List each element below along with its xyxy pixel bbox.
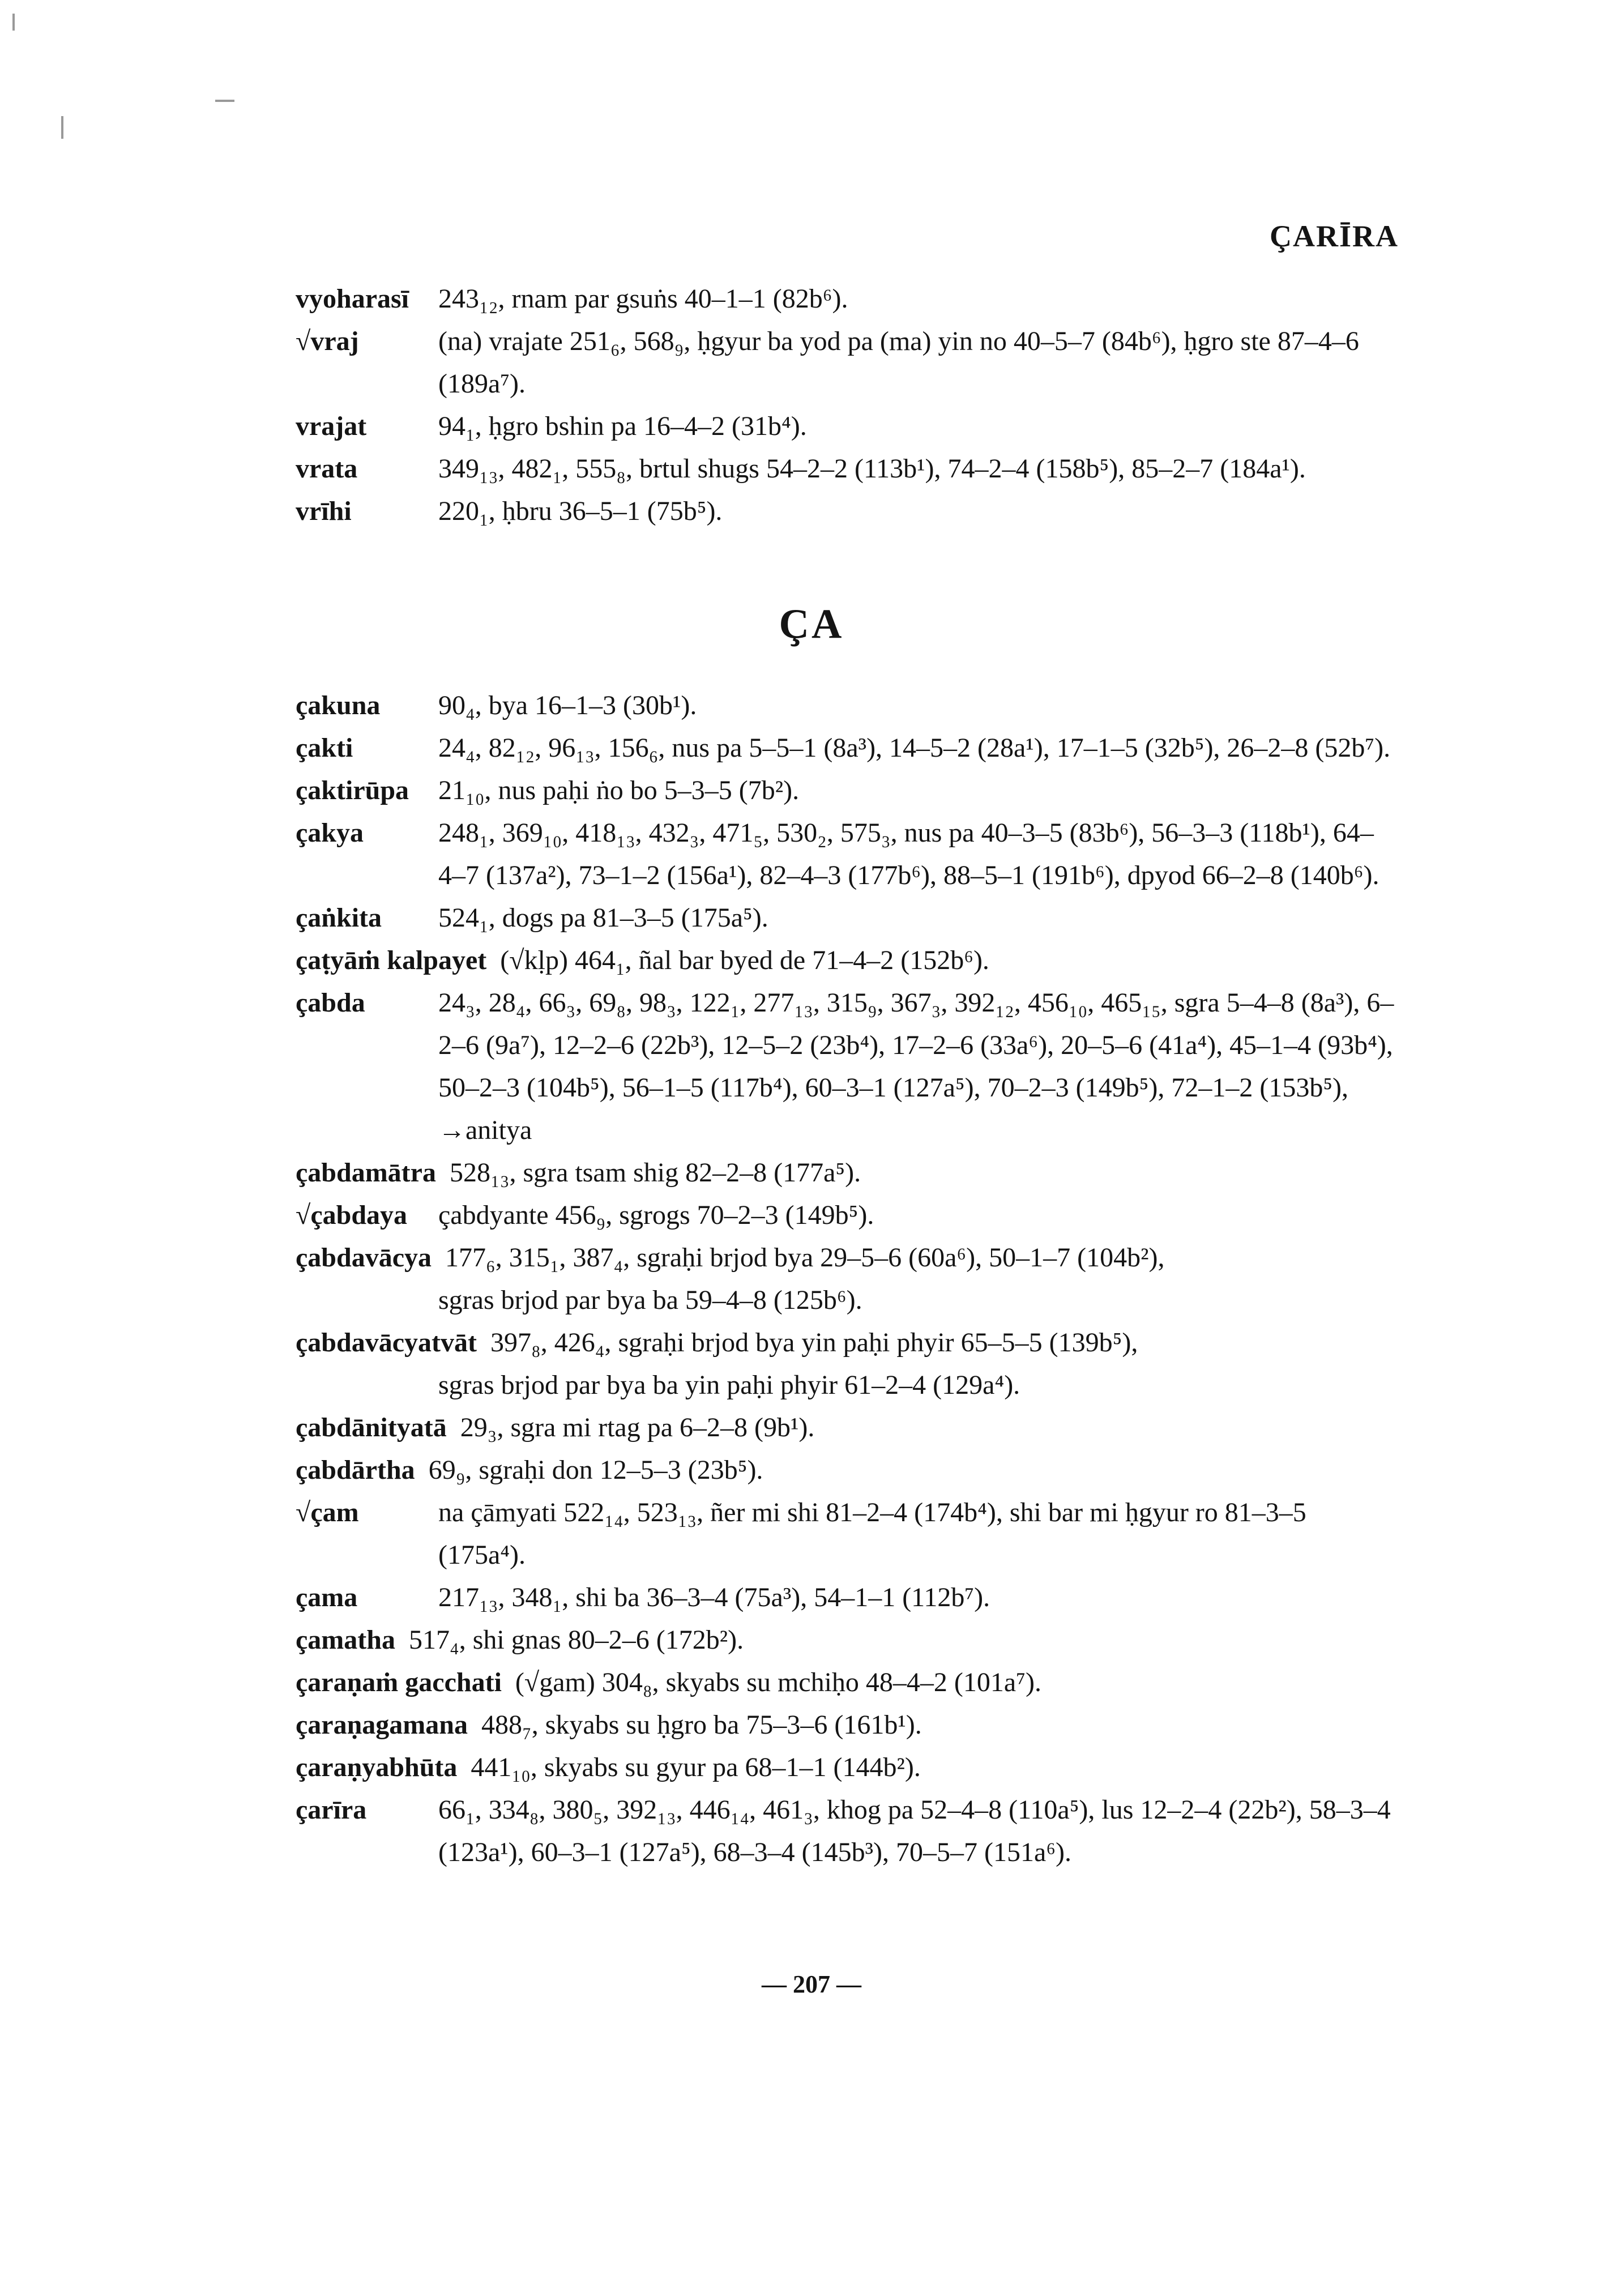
headword: çakuna bbox=[296, 690, 381, 720]
headword: çabdānityatā bbox=[296, 1412, 447, 1443]
entry-continuation: sgras brjod par bya ba 59–4–8 (125b⁶). bbox=[438, 1285, 862, 1315]
scan-speck bbox=[12, 14, 15, 31]
headword: vrata bbox=[296, 454, 358, 484]
entry-body: 349₁₃, 482₁, 555₈, brtul shugs 54–2–2 (113b¹), 74–2–4 (158b⁵), 85–2–7 (184a¹). bbox=[438, 454, 1306, 484]
headword: vyoharasī bbox=[296, 284, 409, 314]
entry-body: 217₁₃, 348₁, shi ba 36–3–4 (75a³), 54–1–1 (112b⁷). bbox=[438, 1582, 990, 1612]
entry-body: (√gam) 304₈, skyabs su mchiḥo 48–4–2 (101a⁷). bbox=[515, 1667, 1041, 1697]
headword: çabda bbox=[296, 988, 365, 1018]
headword: çaraṇaṁ gacchati bbox=[296, 1667, 502, 1697]
headword: çabdavācya bbox=[296, 1243, 432, 1273]
entry-body: 441₁₀, skyabs su gyur pa 68–1–1 (144b²). bbox=[471, 1752, 921, 1782]
headword: √çam bbox=[296, 1497, 359, 1527]
headword: vrīhi bbox=[296, 496, 352, 526]
headword: çakya bbox=[296, 818, 364, 848]
entry-body: 94₁, ḥgro bshin pa 16–4–2 (31b⁴). bbox=[438, 411, 807, 441]
entry-continuation: sgras brjod par bya ba yin paḥi phyir 61–2–4 (129a⁴). bbox=[438, 1370, 1020, 1400]
entry-body: (na) vrajate 251₆, 568₉, ḥgyur ba yod pa (ma) yin no 40–5–7 (84b⁶), ḥgro ste 87–4–6 (189a⁷). bbox=[438, 326, 1359, 399]
entry bbox=[296, 1746, 1400, 1789]
headword: √çabdaya bbox=[296, 1200, 408, 1230]
entry-body: 69₉, sgraḥi don 12–5–3 (23b⁵). bbox=[428, 1455, 763, 1485]
entry-body: 29₃, sgra mi rtag pa 6–2–8 (9b¹). bbox=[460, 1412, 815, 1443]
entry bbox=[296, 939, 1400, 981]
headword: çabdavācyatvāt bbox=[296, 1328, 477, 1358]
entry bbox=[296, 727, 1400, 769]
entry bbox=[296, 1236, 1400, 1321]
headword: √vraj bbox=[296, 326, 359, 356]
headword: çaṭyāṁ kalpayet bbox=[296, 945, 487, 975]
headword: çaraṇagamana bbox=[296, 1710, 468, 1740]
entry-body: 528₁₃, sgra tsam shig 82–2–8 (177a⁵). bbox=[449, 1158, 861, 1188]
headword: çarīra bbox=[296, 1795, 367, 1825]
entry-body: 488₇, skyabs su ḥgro ba 75–3–6 (161b¹). bbox=[481, 1710, 922, 1740]
entry bbox=[296, 1704, 1400, 1746]
entry bbox=[296, 1449, 1400, 1491]
entry-body bbox=[296, 1243, 1400, 1321]
entry-body: 220₁, ḥbru 36–5–1 (75b⁵). bbox=[438, 496, 723, 526]
entry bbox=[296, 1491, 1400, 1576]
headword: çakti bbox=[296, 733, 353, 763]
section-title: ÇA bbox=[779, 601, 844, 647]
entry bbox=[296, 1151, 1400, 1194]
entry bbox=[296, 812, 1400, 897]
entry-text: 397₈, 426₄, sgraḥi brjod bya yin paḥi phyir 65–5–5 (139b⁵), bbox=[490, 1328, 1138, 1358]
headword: çaktirūpa bbox=[296, 775, 409, 805]
scan-speck bbox=[215, 100, 234, 102]
entry-body: 517₄, shi gnas 80–2–6 (172b²). bbox=[408, 1625, 744, 1655]
entry bbox=[296, 769, 1400, 812]
headword: çabdamātra bbox=[296, 1158, 436, 1188]
entry bbox=[296, 1194, 1400, 1236]
entry bbox=[296, 447, 1400, 490]
headword: çamatha bbox=[296, 1625, 395, 1655]
running-head: ÇARĪRA bbox=[1270, 219, 1399, 253]
entry bbox=[296, 1576, 1400, 1619]
entries-top bbox=[296, 278, 1400, 532]
entry bbox=[296, 897, 1400, 939]
entry bbox=[296, 684, 1400, 727]
headword: çabdārtha bbox=[296, 1455, 415, 1485]
headword: vrajat bbox=[296, 411, 367, 441]
entry-body: 524₁, dogs pa 81–3–5 (175a⁵). bbox=[438, 903, 768, 933]
entry-body: 24₃, 28₄, 66₃, 69₈, 98₃, 122₁, 277₁₃, 315₉, 367₃, 392₁₂, 456₁₀, 465₁₅, sgra 5–4–8 (8a³), 6–2–6 (9a⁷), 12–2–6 (22b³), 12–5–2 (23b⁴), 17–2–6 (33a⁶), 20–5–6 (41a⁴), 45–1–4 (93b⁴), 50–2–3 (104b⁵), 56–1–5 (117b⁴), 60–3–1 (127a⁵), 70–2–3 (149b⁵), 72–1–2 (153b⁵), →anitya bbox=[438, 988, 1394, 1145]
entry bbox=[296, 1321, 1400, 1406]
headword: çaraṇyabhūta bbox=[296, 1752, 458, 1782]
entry-body: 66₁, 334₈, 380₅, 392₁₃, 446₁₄, 461₃, khog pa 52–4–8 (110a⁵), lus 12–2–4 (22b²), 58–3–4 (123a¹), 60–3–1 (127a⁵), 68–3–4 (145b³), 70–5–7 (151a⁶). bbox=[438, 1795, 1391, 1867]
entry-body: 243₁₂, rnam par gsuṅs 40–1–1 (82b⁶). bbox=[438, 284, 848, 314]
headword: çaṅkita bbox=[296, 903, 382, 933]
entry bbox=[296, 1406, 1400, 1449]
scan-speck bbox=[61, 116, 63, 139]
entry bbox=[296, 490, 1400, 532]
entry-text: 177₆, 315₁, 387₄, sgraḥi brjod bya 29–5–6 (60a⁶), 50–1–7 (104b²), bbox=[445, 1243, 1165, 1273]
entry bbox=[296, 1661, 1400, 1704]
page-number: — 207 — bbox=[762, 1970, 861, 1998]
entries-bottom bbox=[296, 684, 1400, 1873]
entry-body: 90₄, bya 16–1–3 (30b¹). bbox=[438, 690, 697, 720]
entry-body: çabdyante 456₉, sgrogs 70–2–3 (149b⁵). bbox=[438, 1200, 874, 1230]
entry bbox=[296, 1789, 1400, 1873]
headword: çama bbox=[296, 1582, 358, 1612]
entry bbox=[296, 278, 1400, 320]
entry bbox=[296, 320, 1400, 405]
entry-body: na çāmyati 522₁₄, 523₁₃, ñer mi shi 81–2–4 (174b⁴), shi bar mi ḥgyur ro 81–3–5 (175a⁴). bbox=[438, 1497, 1306, 1570]
entry bbox=[296, 405, 1400, 447]
entry-body: 21₁₀, nus paḥi ṅo bo 5–3–5 (7b²). bbox=[438, 775, 800, 805]
entry-body: 24₄, 82₁₂, 96₁₃, 156₆, nus pa 5–5–1 (8a³), 14–5–2 (28a¹), 17–1–5 (32b⁵), 26–2–8 (52b⁷). bbox=[438, 733, 1391, 763]
entry bbox=[296, 1619, 1400, 1661]
entry-body: (√kḷp) 464₁, ñal bar byed de 71–4–2 (152b⁶). bbox=[500, 945, 989, 975]
entry bbox=[296, 981, 1400, 1151]
entry-body: 248₁, 369₁₀, 418₁₃, 432₃, 471₅, 530₂, 575₃, nus pa 40–3–5 (83b⁶), 56–3–3 (118b¹), 64–4–7 (137a²), 73–1–2 (156a¹), 82–4–3 (177b⁶), 88–5–1 (191b⁶), dpyod 66–2–8 (140b⁶). bbox=[438, 818, 1379, 890]
